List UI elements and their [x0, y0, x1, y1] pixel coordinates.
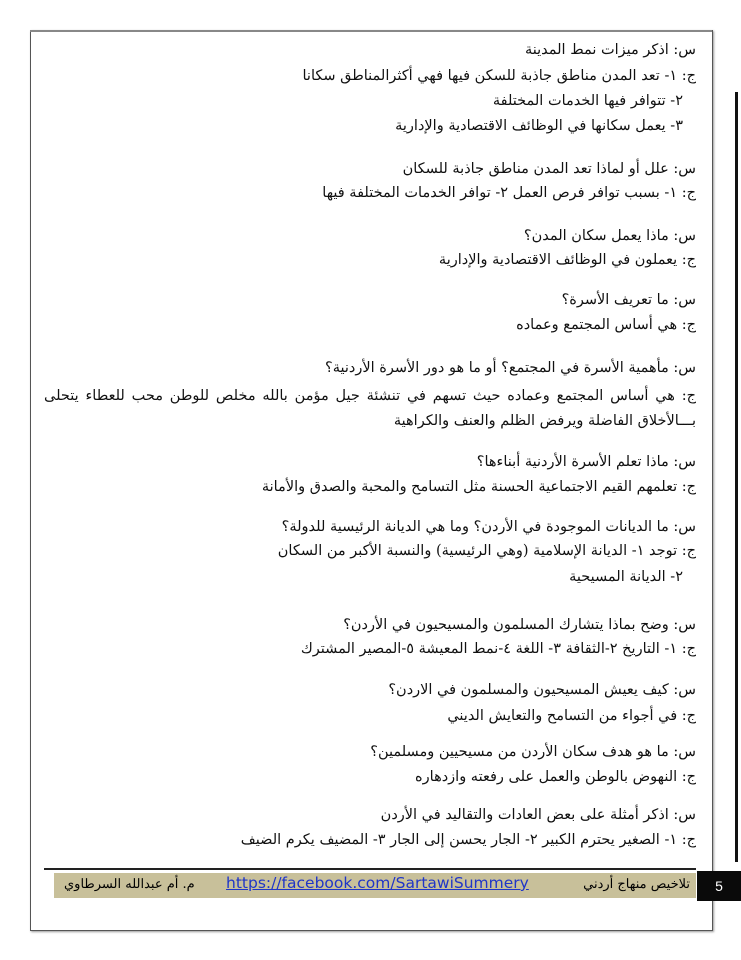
question-line: س: اذكر ميزات نمط المدينة — [524, 42, 696, 58]
page-number: 5 — [697, 871, 741, 901]
answer-line: ج: ١- الصغير يحترم الكبير ٢- الجار يحسن إلى الجار ٣- المضيف يكرم الضيف — [240, 832, 696, 848]
answer-line: ج: توجد ١- الديانة الإسلامية (وهي الرئيسية) والنسبة الأكبر من السكان — [277, 543, 696, 559]
answer-line: ج: ١- بسبب توافر فرص العمل ٢- توافر الخدمات المختلفة فيها — [322, 185, 696, 201]
answer-line: ج: في أجواء من التسامح والتعايش الديني — [447, 708, 696, 724]
question-line: س: ماذا تعلم الأسرة الأردنية أبناءها؟ — [476, 454, 696, 470]
answer-line: ٢- الديانة المسيحية — [569, 569, 683, 585]
question-line: س: ما هو هدف سكان الأردن من مسيحيين ومسلمين؟ — [370, 744, 696, 760]
question-line: س: كيف يعيش المسيحيون والمسلمون في الاردن؟ — [388, 682, 696, 698]
answer-line: ٣- يعمل سكانها في الوظائف الاقتصادية والإدارية — [395, 118, 683, 134]
answer-line: ج: ١- تعد المدن مناطق جاذبة للسكن فيها فهي أكثرالمناطق سكانا — [302, 68, 696, 84]
question-line: س: اذكر أمثلة على بعض العادات والتقاليد في الأردن — [380, 807, 696, 823]
facebook-link[interactable]: https://facebook.com/SartawiSummery — [226, 874, 529, 892]
footer-author: م. أم عبدالله السرطاوي — [64, 877, 195, 892]
question-line: س: ما الديانات الموجودة في الأردن؟ وما هي الديانة الرئيسية للدولة؟ — [281, 519, 696, 535]
answer-line: ج: هي أساس المجتمع وعماده — [516, 317, 696, 333]
question-line: س: مأهمية الأسرة في المجتمع؟ أو ما هو دور الأسرة الأردنية؟ — [325, 360, 696, 376]
footer-divider — [44, 868, 696, 870]
footer-bar — [54, 873, 696, 898]
question-line: س: ماذا يعمل سكان المدن؟ — [523, 228, 696, 244]
right-margin-bar — [735, 92, 738, 862]
question-line: س: وضح بماذا يتشارك المسلمون والمسيحيون في الأردن؟ — [343, 617, 696, 633]
question-line: س: علل أو لماذا تعد المدن مناطق جاذبة للسكان — [402, 161, 696, 177]
answer-line: ج: ١- التاريخ ٢-الثقافة ٣- اللغة ٤-نمط المعيشة ٥-المصير المشترك — [300, 641, 696, 657]
answer-line: ٢- تتوافر فيها الخدمات المختلفة — [492, 93, 683, 109]
answer-line: ج: يعملون في الوظائف الاقتصادية والإدارية — [438, 252, 696, 268]
answer-line: ج: النهوض بالوطن والعمل على رفعته وازدهاره — [415, 769, 696, 785]
top-border — [30, 30, 712, 32]
footer-title: تلاخيص منهاج أردني — [583, 877, 690, 892]
question-line: س: ما تعريف الأسرة؟ — [561, 292, 696, 308]
answer-line: ج: تعلمهم القيم الاجتماعية الحسنة مثل التسامح والمحبة والصدق والأمانة — [261, 479, 696, 495]
answer-paragraph: ج: هي أساس المجتمع وعماده حيث تسهم في تنشئة جيل مؤمن بالله مخلص للوطن محب للعطاء يتحلى بـــالأخلاق الفاضلة ويرفض الظلم والعنف والكراهية — [44, 388, 696, 429]
